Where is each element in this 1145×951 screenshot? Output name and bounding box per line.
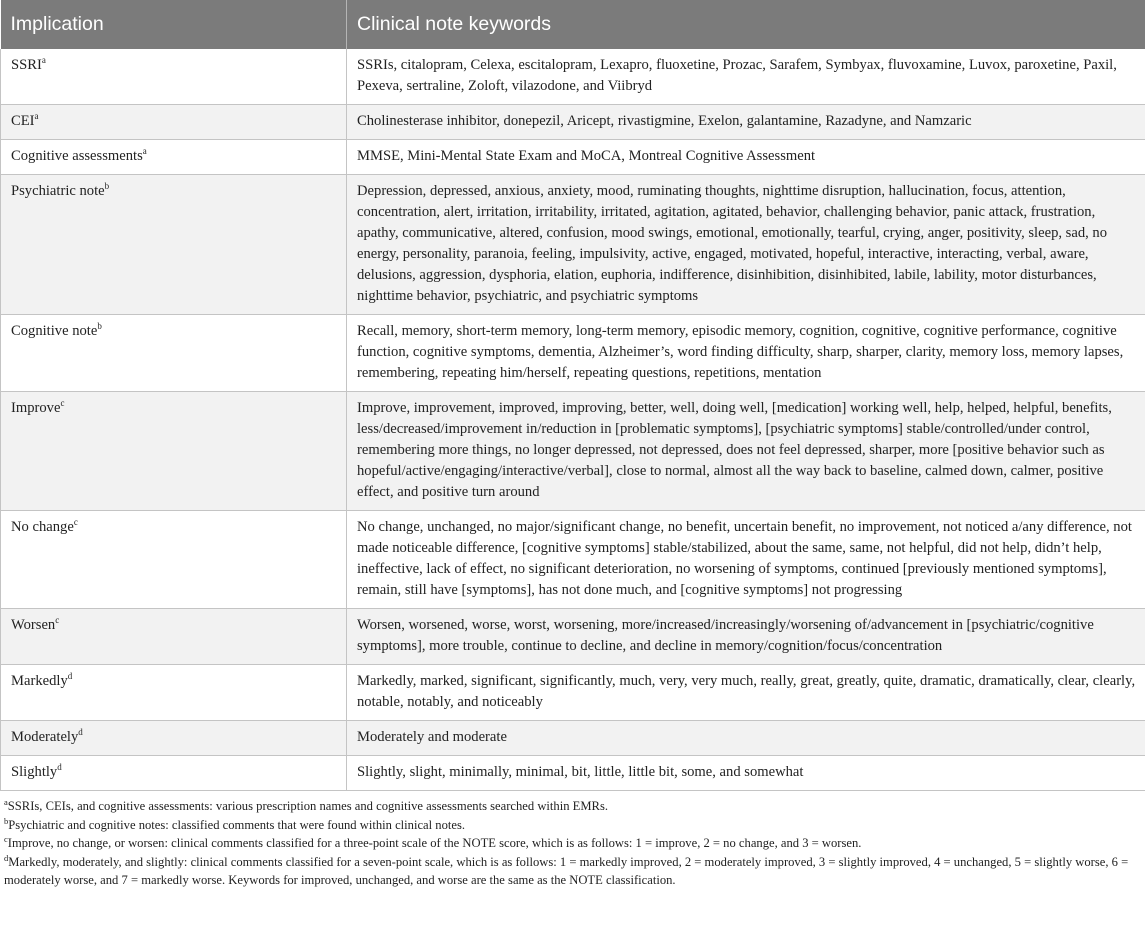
- footnote-marker: d: [4, 852, 9, 863]
- footnote-marker: b: [4, 815, 9, 826]
- row-label-cell: [1, 175, 347, 315]
- row-label: SSRI: [11, 57, 42, 73]
- footnote-marker: d: [78, 727, 83, 737]
- footnote-marker: a: [142, 146, 147, 156]
- row-keywords: Moderately and moderate: [347, 721, 1145, 756]
- footnote-marker: b: [97, 321, 102, 331]
- footnote-text: Markedly, moderately, and slightly: clinical comments classified for a seven-point scale, which is as follows: 1 = markedly improved, 2 = moderately improved, 3 = slightly improved, 4 = unchanged, 5 = slightly worse, 6 = moderately worse, and 7 = markedly worse. Keywords for improved, unchanged, and worse are the same as the NOTE classification.: [4, 854, 1129, 887]
- row-label-cell: [1, 315, 347, 392]
- table-row: [1, 49, 1145, 105]
- row-label: Worsen: [11, 617, 56, 633]
- row-keywords: Slightly, slight, minimally, minimal, bit, little, little bit, some, and somewhat: [347, 756, 1145, 791]
- footnote: [4, 797, 1141, 816]
- row-label-cell: [1, 49, 347, 105]
- table-row: [1, 665, 1145, 721]
- footnote-text: Psychiatric and cognitive notes: classified comments that were found within clinical notes.: [8, 817, 466, 832]
- table-row: [1, 721, 1145, 756]
- row-label-cell: [1, 140, 347, 175]
- row-keywords: Cholinesterase inhibitor, donepezil, Aricept, rivastigmine, Exelon, galantamine, Razadyne, and Namzaric: [347, 105, 1145, 140]
- footnote: [4, 853, 1141, 890]
- footnote-marker: a: [41, 55, 46, 65]
- row-keywords: Markedly, marked, significant, significantly, much, very, very much, really, great, greatly, quite, dramatic, dramatically, clear, clearly, notable, notably, and noticeably: [347, 665, 1145, 721]
- table-row: [1, 105, 1145, 140]
- table-row: [1, 392, 1145, 511]
- row-keywords: Depression, depressed, anxious, anxiety, mood, ruminating thoughts, nighttime disruption, hallucination, focus, attention, concentration, alert, irritation, irritability, irritated, agitation, agitated, behavior, challenging behavior, panic attack, frustration, apathy, communicative, altered, confusion, mood swings, emotional, emotionally, tearful, crying, anger, positivity, sleep, sad, no energy, personality, paranoia, feeling, impulsivity, active, engaged, motivated, hopeful, interactive, interacting, verbal, aware, delusions, aggression, dysphoria, elation, euphoria, indifference, disinhibition, disinhibited, labile, lability, motor disturbances, nighttime behavior, psychiatric, and psychiatric symptoms: [347, 175, 1145, 315]
- row-label-cell: [1, 511, 347, 609]
- row-label: Psychiatric note: [11, 183, 105, 199]
- row-keywords: SSRIs, citalopram, Celexa, escitalopram, Lexapro, fluoxetine, Prozac, Sarafem, Symbyax, fluvoxamine, Luvox, paroxetine, Paxil, Pexeva, sertraline, Zoloft, vilazodone, and Viibryd: [347, 49, 1145, 105]
- row-label: Cognitive note: [11, 323, 98, 339]
- row-label: Moderately: [11, 729, 79, 745]
- row-label-cell: [1, 609, 347, 665]
- table-row: [1, 140, 1145, 175]
- footnote-marker: b: [104, 181, 110, 191]
- row-label-cell: [1, 105, 347, 140]
- footnote-marker: a: [4, 797, 8, 807]
- footnote-marker: c: [60, 398, 65, 408]
- footnote-text: SSRIs, CEIs, and cognitive assessments: various prescription names and cognitive assessments searched within EMRs.: [7, 799, 608, 813]
- footnote: [4, 816, 1141, 835]
- footnote-text: Improve, no change, or worsen: clinical comments classified for a three-point scale of the NOTE score, which is as follows: 1 = improve, 2 = no change, and 3 = worsen.: [7, 836, 862, 850]
- header-implication: Implication: [1, 0, 347, 49]
- footnote-marker: c: [4, 834, 8, 844]
- row-label: Slightly: [11, 764, 58, 780]
- footnote-marker: c: [55, 615, 60, 625]
- row-label: No change: [11, 519, 74, 535]
- footnote-marker: a: [34, 111, 39, 121]
- row-label: Cognitive assessments: [11, 148, 143, 164]
- row-label: Markedly: [11, 673, 68, 689]
- footnote-marker: d: [57, 762, 62, 772]
- row-keywords: MMSE, Mini-Mental State Exam and MoCA, Montreal Cognitive Assessment: [347, 140, 1145, 175]
- table-row: [1, 756, 1145, 791]
- table-row: [1, 511, 1145, 609]
- table-row: [1, 175, 1145, 315]
- row-label-cell: [1, 756, 347, 791]
- row-keywords: Worsen, worsened, worse, worst, worsening, more/increased/increasingly/worsening of/advancement in [psychiatric/cognitive symptoms], more trouble, continue to decline, and decline in memory/cognition/focus/concentration: [347, 609, 1145, 665]
- row-label-cell: [1, 721, 347, 756]
- row-keywords: No change, unchanged, no major/significant change, no benefit, uncertain benefit, no improvement, not noticed a/any difference, not made noticeable difference, [cognitive symptoms] stable/stabilized, about the same, same, not helpful, did not help, didn’t help, ineffective, lack of effect, no significant deterioration, no worsening of symptoms, continued [previously mentioned symptoms], remain, still have [symptoms], has not done much, and [cognitive symptoms] not progressing: [347, 511, 1145, 609]
- table-footnotes: [0, 791, 1145, 890]
- table-row: [1, 609, 1145, 665]
- row-label: CEI: [11, 113, 35, 129]
- row-keywords: Improve, improvement, improved, improving, better, well, doing well, [medication] working well, help, helped, helpful, benefits, less/decreased/improvement in/reduction in [problematic symptoms], [psychiatric symptoms] stable/controlled/under control, remembering more things, no longer depressed, not depressed, does not feel depressed, sharper, more [positive behavior such as hopeful/active/engaging/interactive/verbal], close to normal, almost all the way back to baseline, calmed down, calmer, positive effect, and positive turn around: [347, 392, 1145, 511]
- row-label-cell: [1, 392, 347, 511]
- table-header-row: [1, 0, 1145, 49]
- row-keywords: Recall, memory, short-term memory, long-term memory, episodic memory, cognition, cognitive, cognitive performance, cognitive function, cognitive symptoms, dementia, Alzheimer’s, word finding difficulty, sharp, sharper, clarity, memory loss, memory lapses, remembering, repeating him/herself, repeating questions, repetitions, mentation: [347, 315, 1145, 392]
- footnote-marker: c: [73, 517, 78, 527]
- row-label-cell: [1, 665, 347, 721]
- header-clinical-note-keywords: Clinical note keywords: [347, 0, 1145, 49]
- table-row: [1, 315, 1145, 392]
- footnote-marker: d: [67, 671, 73, 681]
- row-label: Improve: [11, 400, 61, 416]
- footnote: [4, 834, 1141, 853]
